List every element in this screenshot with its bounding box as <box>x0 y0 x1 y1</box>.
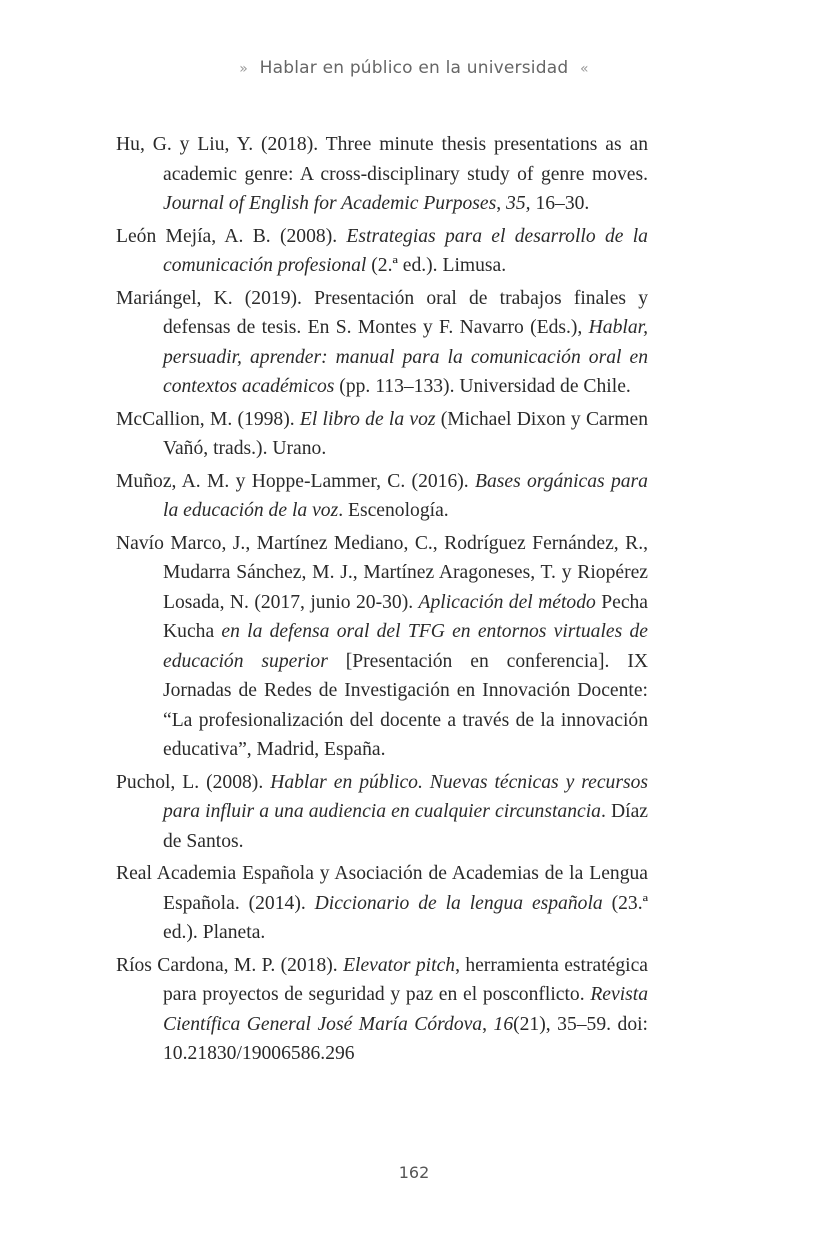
reference-entry <box>116 130 648 219</box>
reference-text: Navío Marco, J., Martínez Mediano, C., Rodríguez Fernández, R., Mudarra Sánchez, M. J., Martínez Aragoneses, T. y Riopérez Losada, N. (2017, junio 20-30). <box>116 532 648 613</box>
reference-text: Hu, G. y Liu, Y. (2018). Three minute thesis presentations as an academic genre: A cross-disciplinary study of genre moves. <box>116 134 648 185</box>
reference-text: (pp. 113–133). Universidad de Chile. <box>334 376 631 397</box>
reference-text: McCallion, M. (1998). <box>116 408 300 430</box>
running-header-title: Hablar en público en la universidad <box>259 58 569 78</box>
reference-text: [Presentación en conferencia]. IX Jornadas de Redes de Investigación en Innovación Docente: “La profesionalización del docente a través de la innovación educativa”, Madrid, España. <box>163 650 648 760</box>
reference-text: (2.ª ed.). Limusa. <box>366 255 507 276</box>
reference-italic-text: Hablar, persuadir, aprender: manual para la comunicación oral en contextos académicos <box>163 317 648 397</box>
reference-entry <box>116 768 648 857</box>
reference-entry <box>116 951 648 1069</box>
reference-italic-text: Estrategias para el desarrollo de la comunicación profesional <box>163 225 648 276</box>
reference-italic-text: Hablar en público. Nuevas técnicas y recursos para influir a una audiencia en cualquier circunstancia <box>163 771 648 822</box>
reference-italic-text: Aplicación del método <box>418 591 596 613</box>
reference-text: Pecha Kucha <box>163 591 649 642</box>
reference-text: . Escenología. <box>338 500 449 521</box>
reference-italic-text: Revista Científica General José María Córdova <box>163 984 648 1035</box>
reference-text: Real Academia Española y Asociación de Academias de la Lengua Española. (2014). <box>116 863 648 914</box>
reference-text: , <box>482 1013 494 1035</box>
reference-italic-text: 35, <box>506 193 531 214</box>
reference-text: , <box>496 193 507 214</box>
reference-entry <box>116 859 648 948</box>
reference-italic-text: Diccionario de la lengua española <box>314 892 603 914</box>
reference-italic-text: Bases orgánicas para la educación de la voz <box>163 470 648 521</box>
reference-text: 16–30. <box>530 193 590 214</box>
reference-text: Ríos Cardona, M. P. (2018). <box>116 954 344 976</box>
reference-italic-text: Elevator pitch <box>343 954 456 976</box>
running-header <box>0 58 828 78</box>
reference-text: (21), 35–59. doi: 10.21830/19006586.296 <box>163 1013 649 1064</box>
reference-entry <box>116 284 648 402</box>
reference-italic-text: Journal of English for Academic Purposes <box>163 193 497 214</box>
reference-text: (Michael Dixon y Carmen Vañó, trads.). Urano. <box>163 408 648 459</box>
reference-entry <box>116 222 648 281</box>
reference-italic-text: en la defensa oral del TFG en entornos virtuales de educación superior <box>163 621 648 672</box>
left-guillemet: » <box>239 61 249 77</box>
reference-text: . Díaz de Santos. <box>163 801 648 852</box>
reference-entry <box>116 405 648 464</box>
reference-entry <box>116 529 648 765</box>
reference-italic-text: 16 <box>493 1013 514 1035</box>
reference-text: Mariángel, K. (2019). Presentación oral de trabajos finales y defensas de tesis. En S. Montes y F. Navarro (Eds.), <box>116 287 648 338</box>
reference-text: , herramienta estratégica para proyectos de seguridad y paz en el posconflicto. <box>163 954 648 1005</box>
reference-text: Puchol, L. (2008). <box>116 771 271 793</box>
reference-entry <box>116 467 648 526</box>
page-number: 162 <box>398 1163 430 1182</box>
reference-text: León Mejía, A. B. (2008). <box>116 225 347 247</box>
reference-italic-text: El libro de la voz <box>299 408 436 430</box>
reference-text: Muñoz, A. M. y Hoppe-Lammer, C. (2016). <box>116 470 475 492</box>
reference-text: (23.ª ed.). Planeta. <box>163 892 649 943</box>
reference-list <box>116 130 648 1072</box>
right-guillemet: « <box>579 61 589 77</box>
